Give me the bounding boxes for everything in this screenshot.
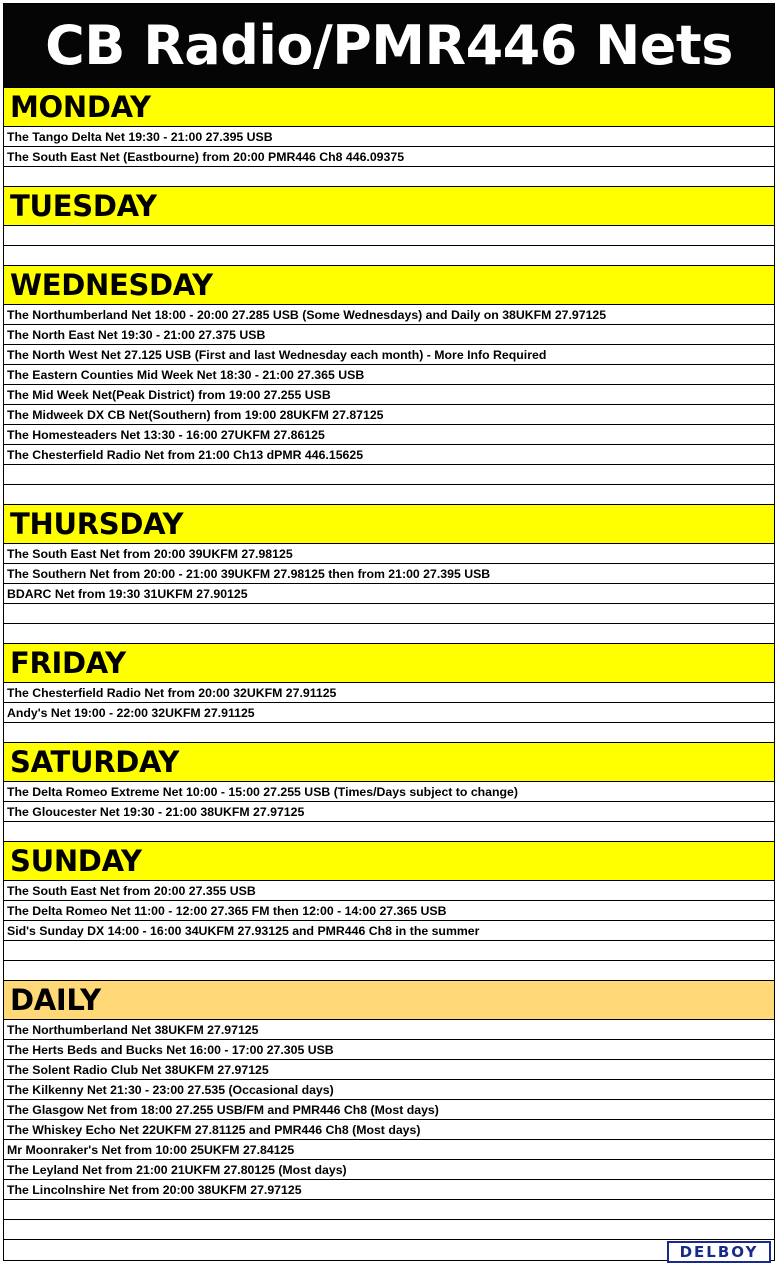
empty-row (4, 226, 774, 246)
net-entry: BDARC Net from 19:30 31UKFM 27.90125 (4, 584, 774, 604)
empty-row (4, 723, 774, 743)
day-name: DAILY (10, 983, 101, 1017)
empty-row (4, 604, 774, 624)
empty-row (4, 465, 774, 485)
day-name: WEDNESDAY (10, 268, 213, 302)
net-entry: The Northumberland Net 38UKFM 27.97125 (4, 1020, 774, 1040)
net-entry: The North West Net 27.125 USB (First and last Wednesday each month) - More Info Required (4, 345, 774, 365)
empty-row (4, 961, 774, 981)
empty-row (4, 624, 774, 644)
net-entry: The Kilkenny Net 21:30 - 23:00 27.535 (Occasional days) (4, 1080, 774, 1100)
net-entry: The Eastern Counties Mid Week Net 18:30 - 21:00 27.365 USB (4, 365, 774, 385)
empty-row (4, 485, 774, 505)
net-entry: Mr Moonraker's Net from 10:00 25UKFM 27.84125 (4, 1140, 774, 1160)
day-header-saturday (4, 743, 774, 782)
net-entry: The Whiskey Echo Net 22UKFM 27.81125 and PMR446 Ch8 (Most days) (4, 1120, 774, 1140)
day-header-tuesday (4, 187, 774, 226)
net-entry: The Northumberland Net 18:00 - 20:00 27.285 USB (Some Wednesdays) and Daily on 38UKFM 27.97125 (4, 305, 774, 325)
day-header-sunday (4, 842, 774, 881)
net-entry: The Gloucester Net 19:30 - 21:00 38UKFM 27.97125 (4, 802, 774, 822)
net-entry: The Tango Delta Net 19:30 - 21:00 27.395 USB (4, 127, 774, 147)
schedule-sections (4, 88, 774, 1260)
title-bar (4, 4, 774, 88)
net-entry: The Mid Week Net(Peak District) from 19:00 27.255 USB (4, 385, 774, 405)
net-entry: The South East Net from 20:00 39UKFM 27.98125 (4, 544, 774, 564)
day-header-monday (4, 88, 774, 127)
delboy-logo: DELBOY (667, 1241, 771, 1263)
net-entry: The Lincolnshire Net from 20:00 38UKFM 27.97125 (4, 1180, 774, 1200)
net-entry: Sid's Sunday DX 14:00 - 16:00 34UKFM 27.93125 and PMR446 Ch8 in the summer (4, 921, 774, 941)
page-title: CB Radio/PMR446 Nets (45, 14, 733, 77)
net-entry: The Solent Radio Club Net 38UKFM 27.97125 (4, 1060, 774, 1080)
net-entry: The Delta Romeo Net 11:00 - 12:00 27.365 FM then 12:00 - 14:00 27.365 USB (4, 901, 774, 921)
net-entry: The Chesterfield Radio Net from 21:00 Ch13 dPMR 446.15625 (4, 445, 774, 465)
net-entry: The Glasgow Net from 18:00 27.255 USB/FM and PMR446 Ch8 (Most days) (4, 1100, 774, 1120)
day-name: SATURDAY (10, 745, 180, 779)
day-name: TUESDAY (10, 189, 157, 223)
day-header-daily (4, 981, 774, 1020)
net-entry: The Chesterfield Radio Net from 20:00 32UKFM 27.91125 (4, 683, 774, 703)
net-entry: The Midweek DX CB Net(Southern) from 19:00 28UKFM 27.87125 (4, 405, 774, 425)
net-entry: The South East Net from 20:00 27.355 USB (4, 881, 774, 901)
day-name: MONDAY (10, 90, 151, 124)
day-name: SUNDAY (10, 844, 142, 878)
day-header-wednesday (4, 266, 774, 305)
net-entry: The Delta Romeo Extreme Net 10:00 - 15:00 27.255 USB (Times/Days subject to change) (4, 782, 774, 802)
day-header-thursday (4, 505, 774, 544)
net-entry: The Herts Beds and Bucks Net 16:00 - 17:00 27.305 USB (4, 1040, 774, 1060)
net-entry: The Homesteaders Net 13:30 - 16:00 27UKFM 27.86125 (4, 425, 774, 445)
empty-row (4, 167, 774, 187)
day-name: THURSDAY (10, 507, 184, 541)
day-name: FRIDAY (10, 646, 126, 680)
net-entry: The South East Net (Eastbourne) from 20:00 PMR446 Ch8 446.09375 (4, 147, 774, 167)
net-entry: Andy's Net 19:00 - 22:00 32UKFM 27.91125 (4, 703, 774, 723)
day-header-friday (4, 644, 774, 683)
empty-row (4, 1240, 774, 1260)
empty-row (4, 822, 774, 842)
empty-row (4, 1200, 774, 1220)
net-entry: The North East Net 19:30 - 21:00 27.375 USB (4, 325, 774, 345)
empty-row (4, 941, 774, 961)
empty-row (4, 246, 774, 266)
net-entry: The Southern Net from 20:00 - 21:00 39UKFM 27.98125 then from 21:00 27.395 USB (4, 564, 774, 584)
schedule-sheet (3, 3, 775, 1261)
empty-row (4, 1220, 774, 1240)
net-entry: The Leyland Net from 21:00 21UKFM 27.80125 (Most days) (4, 1160, 774, 1180)
